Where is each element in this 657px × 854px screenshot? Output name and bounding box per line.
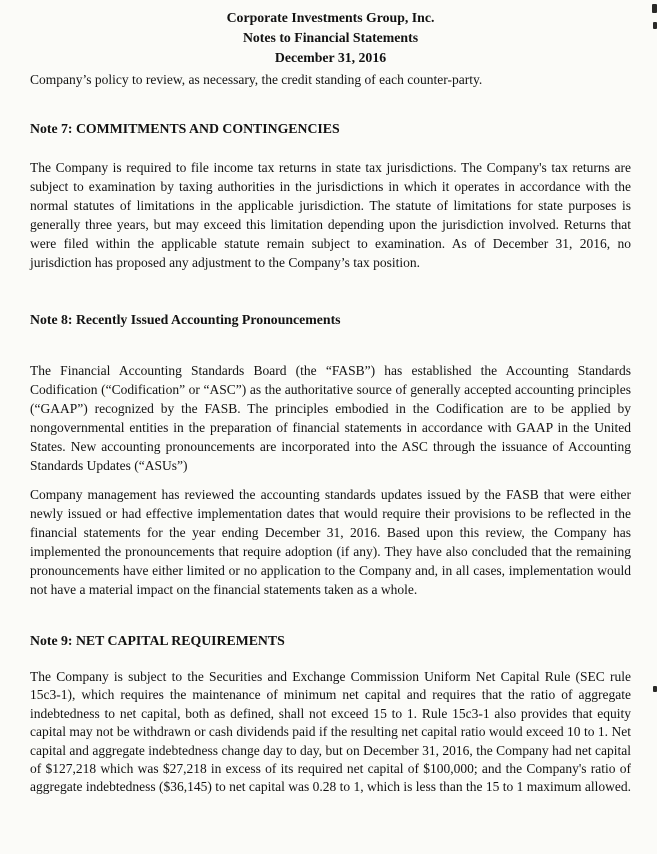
note7-paragraph: The Company is required to file income tax returns in state tax jurisdictions. The Company's tax returns are subject to examination by taxing authorities in the jurisdictions in which it operates in accordance with the normal statutes of limitations in the applicable jurisdiction. The statute of limitations for state purposes is generally three years, but may exceed this limitation depending upon the jurisdiction involved. Returns that were filed within the applicable statute remain subject to examination. As of December 31, 2016, no jurisdiction has proposed any adjustment to the Company’s tax position. [30, 160, 631, 270]
intro-text: Company’s policy to review, as necessary, the credit standing of each counter-party. [30, 72, 483, 87]
scan-artifact [652, 4, 657, 13]
note8-paragraph-1: The Financial Accounting Standards Board (the “FASB”) has established the Accounting Standards Codification (“Codification” or “ASC”) as the authoritative source of generally accepted accounting principles (“GAAP”) recognized by the FASB. The principles embodied in the Codification are to be applied by nongovernmental entities in the preparation of financial statements in accordance with GAAP in the United States. New accounting pronouncements are incorporated into the ASC through the issuance of Accounting Standards Updates (“ASUs”) [30, 363, 631, 473]
scan-artifact [653, 686, 657, 692]
note8-paragraph-2: Company management has reviewed the accounting standards updates issued by the FASB that were either newly issued or had effective implementation dates that would require their provisions to be reflected in the financial statements for the year ending December 31, 2016. Based upon this review, the Company has implemented the pronouncements that require adoption (if any). They have also concluded that the remaining pronouncements have either limited or no application to the Company and, in all cases, implementation would not have a material impact on the financial statements taken as a whole. [30, 487, 631, 597]
note7-heading: Note 7: COMMITMENTS AND CONTINGENCIES [30, 121, 340, 136]
note8-heading: Note 8: Recently Issued Accounting Pronouncements [30, 312, 341, 327]
note9-paragraph: The Company is subject to the Securities and Exchange Commission Uniform Net Capital Rule (SEC rule 15c3-1), which requires the maintenance of minimum net capital and requires that the ratio of aggregate indebtedness to net capital, both as defined, shall not exceed 15 to 1. Rule 15c3-1 also provides that equity capital may not be withdrawn or cash dividends paid if the resulting net capital ratio would exceed 10 to 1. Net capital and aggregate indebtedness change day to day, but on December 31, 2016, the Company had net capital of $127,218 which was $27,218 in excess of its required net capital of $100,000; and the Company's ratio of aggregate indebtedness ($36,145) to net capital was 0.28 to 1, which is less than the 15 to 1 maximum allowed. [30, 669, 631, 795]
document-date: December 31, 2016 [274, 50, 387, 65]
note9-heading: Note 9: NET CAPITAL REQUIREMENTS [30, 633, 285, 648]
scan-artifact [653, 22, 657, 29]
document-title: Notes to Financial Statements [242, 30, 419, 45]
company-name: Corporate Investments Group, Inc. [226, 10, 435, 25]
document-header [30, 8, 631, 68]
